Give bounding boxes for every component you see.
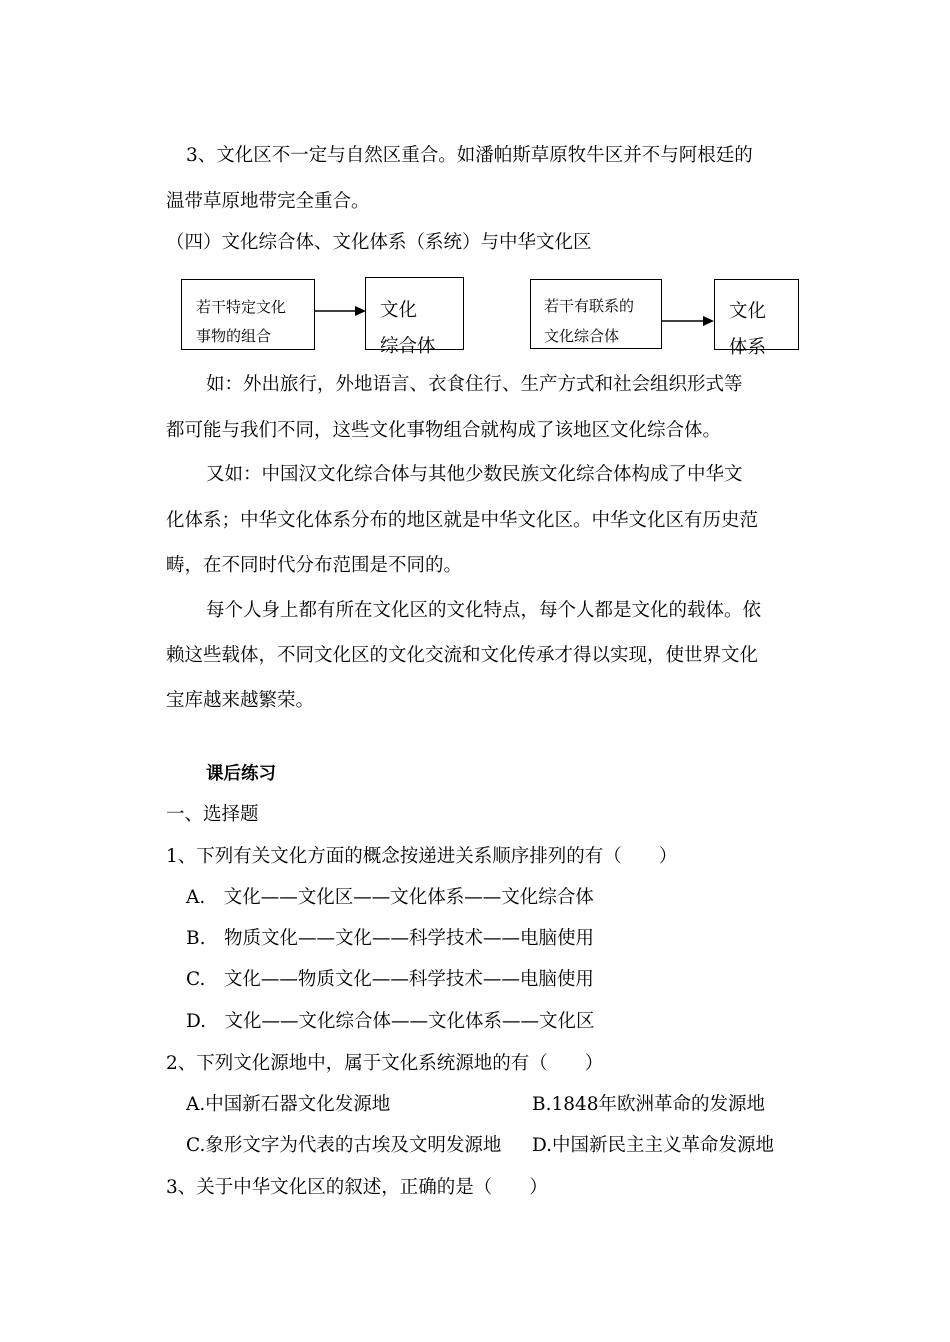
- diagram-box4-line2: 体系: [729, 337, 767, 358]
- para3-line1: 每个人身上都有所在文化区的文化特点，每个人都是文化的载体。依: [206, 600, 762, 621]
- diagram-box3-line2: 文化综合体: [544, 327, 620, 345]
- exercise-title: 课后练习: [206, 764, 276, 784]
- diagram-box3-line1: 若干有联系的: [544, 297, 635, 315]
- q2-option-c: C.象形文字为代表的古埃及文明发源地: [186, 1135, 502, 1156]
- section3-line1: 3、文化区不一定与自然区重合。如潘帕斯草原牧牛区并不与阿根廷的: [186, 145, 753, 166]
- q1-option-b: B. 物质文化——文化——科学技术——电脑使用: [186, 928, 594, 949]
- diagram-arrow-1: [314, 305, 366, 317]
- diagram-arrow-2: [662, 315, 714, 327]
- diagram-box2-line1: 文化: [380, 300, 418, 321]
- example2-line1: 又如：中国汉文化综合体与其他少数民族文化综合体构成了中华文: [206, 464, 743, 485]
- example1-line2: 都可能与我们不同，这些文化事物组合就构成了该地区文化综合体。: [166, 420, 722, 441]
- q2-option-a: A.中国新石器文化发源地: [186, 1094, 391, 1115]
- q2-stem: 2、下列文化源地中，属于文化系统源地的有（ ）: [166, 1053, 604, 1074]
- section4-heading: （四）文化综合体、文化体系（系统）与中华文化区: [166, 232, 592, 253]
- q2-option-b: B.1848年欧洲革命的发源地: [532, 1094, 766, 1115]
- q1-option-d: D. 文化——文化综合体——文化体系——文化区: [186, 1011, 595, 1032]
- q1-stem: 1、下列有关文化方面的概念按递进关系顺序排列的有（ ）: [166, 846, 678, 867]
- q2-option-d: D.中国新民主主义革命发源地: [532, 1135, 775, 1156]
- example2-line3: 畴，在不同时代分布范围是不同的。: [166, 555, 463, 576]
- q3-stem: 3、关于中华文化区的叙述，正确的是（ ）: [166, 1177, 548, 1198]
- q1-option-a: A. 文化——文化区——文化体系——文化综合体: [186, 887, 594, 908]
- diagram-box1-line1: 若干特定文化: [196, 298, 287, 316]
- example1-line1: 如：外出旅行，外地语言、衣食住行、生产方式和社会组织形式等: [206, 374, 743, 395]
- para3-line3: 宝库越来越繁荣。: [166, 690, 315, 711]
- diagram-box1-line2: 事物的组合: [196, 327, 272, 345]
- para3-line2: 赖这些载体，不同文化区的文化交流和文化传承才得以实现，使世界文化: [166, 645, 759, 666]
- diagram-box2-line2: 综合体: [380, 336, 436, 357]
- section3-line2: 温带草原地带完全重合。: [166, 191, 370, 212]
- q1-option-c: C. 文化——物质文化——科学技术——电脑使用: [186, 969, 594, 990]
- diagram-box4-line1: 文化: [729, 301, 767, 322]
- part1-title: 一、选择题: [166, 804, 259, 825]
- example2-line2: 化体系；中华文化体系分布的地区就是中华文化区。中华文化区有历史范: [166, 510, 759, 531]
